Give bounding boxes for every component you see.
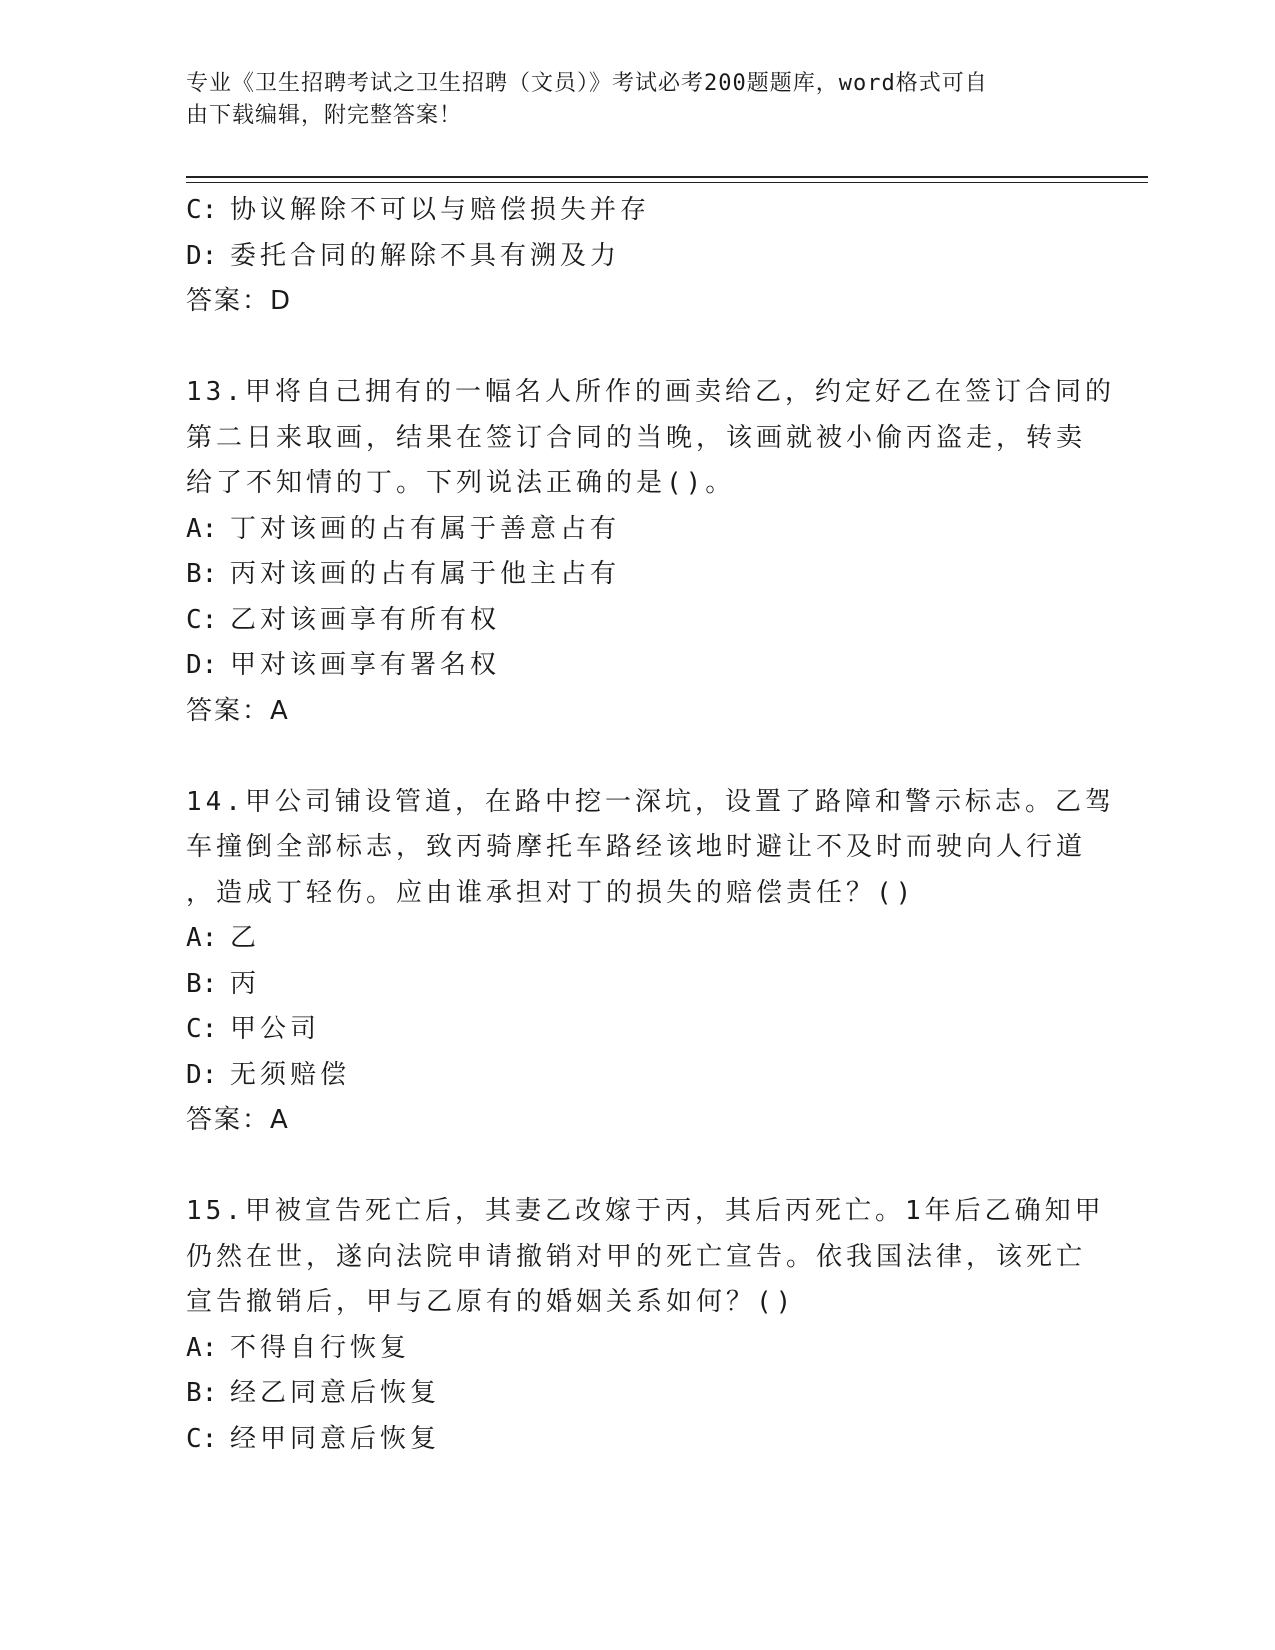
- question-13: [186, 370, 1115, 734]
- option-c: C: 协议解除不可以与赔偿损失并存: [186, 195, 651, 225]
- option-c: C: 甲公司: [186, 1014, 321, 1044]
- question-text-line: 第二日来取画，结果在签订合同的当晚，该画就被小偷丙盗走，转卖: [186, 422, 1087, 453]
- question-text-line: ，造成丁轻伤。应由谁承担对丁的损失的赔偿责任？(): [186, 877, 916, 908]
- option-c: C: 经甲同意后恢复: [186, 1423, 441, 1454]
- option-b: B: 丙: [186, 968, 261, 999]
- option-a: A: 丁对该画的占有属于善意占有: [186, 513, 621, 544]
- question-content: [186, 188, 1115, 1462]
- option-d: D: 甲对该画享有署名权: [186, 650, 501, 680]
- question-text-line: 15.甲被宣告死亡后，其妻乙改嫁于丙，其后丙死亡。1年后乙确知甲: [186, 1196, 1105, 1226]
- option-a: A: 乙: [186, 923, 261, 953]
- question-14: [186, 780, 1115, 1144]
- option-d: D: 无须赔偿: [186, 1059, 351, 1090]
- option-a: A: 不得自行恢复: [186, 1332, 411, 1363]
- question-text-line: 13.甲将自己拥有的一幅名人所作的画卖给乙，约定好乙在签订合同的: [186, 377, 1115, 407]
- header-rule-thick: [186, 176, 1148, 178]
- option-c: C: 乙对该画享有所有权: [186, 604, 501, 635]
- document-header: [186, 68, 1066, 132]
- option-d: D: 委托合同的解除不具有溯及力: [186, 240, 621, 271]
- question-15: [186, 1189, 1105, 1462]
- answer: 答案：D: [186, 286, 293, 316]
- previous-question-tail: [186, 188, 1086, 325]
- question-text-line: 车撞倒全部标志，致丙骑摩托车路经该地时避让不及时而驶向人行道: [186, 832, 1087, 862]
- header-line-2: 由下载编辑，附完整答案！: [186, 103, 463, 128]
- header-line-1: 专业《卫生招聘考试之卫生招聘（文员）》考试必考200题题库，word格式可自: [186, 71, 988, 96]
- answer: 答案：A: [186, 695, 290, 726]
- question-text-line: 宣告撤销后，甲与乙原有的婚姻关系如何？(): [186, 1287, 796, 1317]
- question-text-line: 仍然在世，遂向法院申请撤销对甲的死亡宣告。依我国法律，该死亡: [186, 1241, 1087, 1272]
- question-text-line: 给了不知情的丁。下列说法正确的是()。: [186, 468, 736, 498]
- header-rule-thin: [186, 182, 1148, 183]
- option-b: B: 丙对该画的占有属于他主占有: [186, 559, 621, 589]
- option-b: B: 经乙同意后恢复: [186, 1378, 441, 1408]
- question-text-line: 14.甲公司铺设管道，在路中挖一深坑，设置了路障和警示标志。乙驾: [186, 786, 1115, 817]
- answer: 答案：A: [186, 1105, 290, 1135]
